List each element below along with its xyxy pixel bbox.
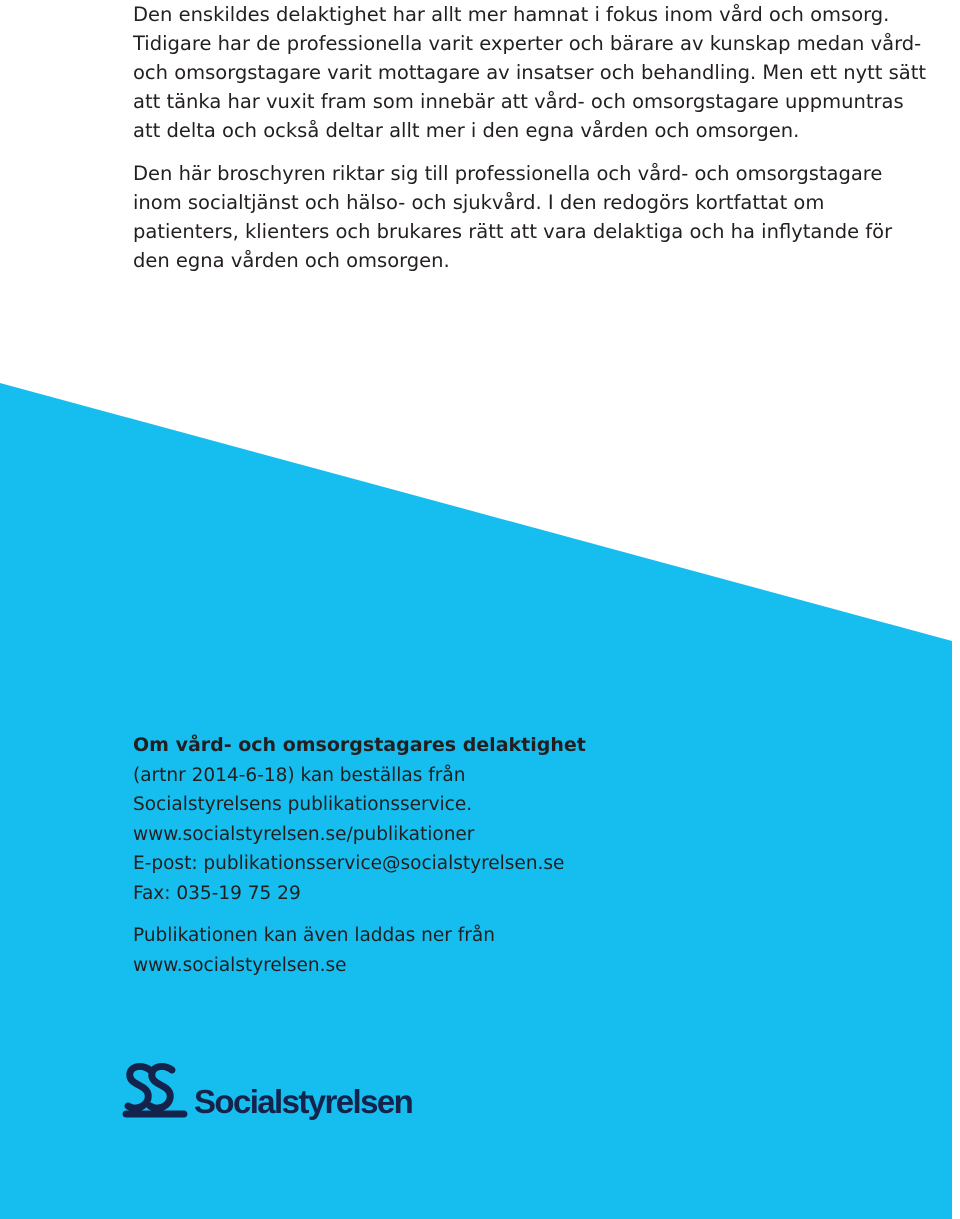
socialstyrelsen-logo <box>122 1060 412 1120</box>
website-link[interactable]: www.socialstyrelsen.se <box>133 954 347 976</box>
logo-wordmark: Socialstyrelsen <box>194 1083 413 1120</box>
fax-line: Fax: 035-19 75 29 <box>133 882 301 904</box>
intro-text <box>133 0 933 289</box>
order-info-line: (artnr 2014-6-18) kan beställas från <box>133 764 466 786</box>
socialstyrelsen-emblem-icon <box>122 1060 188 1120</box>
email-line[interactable]: E-post: publikationsservice@socialstyrelsen.se <box>133 853 565 874</box>
order-info-title: Om vård- och omsorgstagares delaktighet <box>133 734 586 756</box>
download-line: Publikationen kan även laddas ner från <box>133 925 495 946</box>
publications-link[interactable]: www.socialstyrelsen.se/publikationer <box>133 823 475 845</box>
spacer <box>133 908 853 921</box>
intro-paragraph-2: Den här broschyren riktar sig till professionella och vård- och omsorgstagare inom socialtjänst och hälso- och sjukvård. I den redogörs kortfattat om patienters, klienters och brukares rätt att vara delaktiga och ha inflytande för den egna vården och omsorgen. <box>133 162 893 272</box>
order-info <box>133 731 853 980</box>
order-info-line: Socialstyrelsens publikationsservice. <box>133 794 473 815</box>
intro-paragraph-1: Den enskildes delaktighet har allt mer hamnat i fokus inom vård och omsorg. Tidigare har de professionella varit experter och bärare av kunskap medan vård- och omsorgstagare varit mottagare av insatser och behandling. Men ett nytt sätt att tänka har vuxit fram som innebär att vård- och omsorgstagare uppmuntras att delta och också deltar allt mer i den egna vården och omsorgen. <box>133 3 927 142</box>
